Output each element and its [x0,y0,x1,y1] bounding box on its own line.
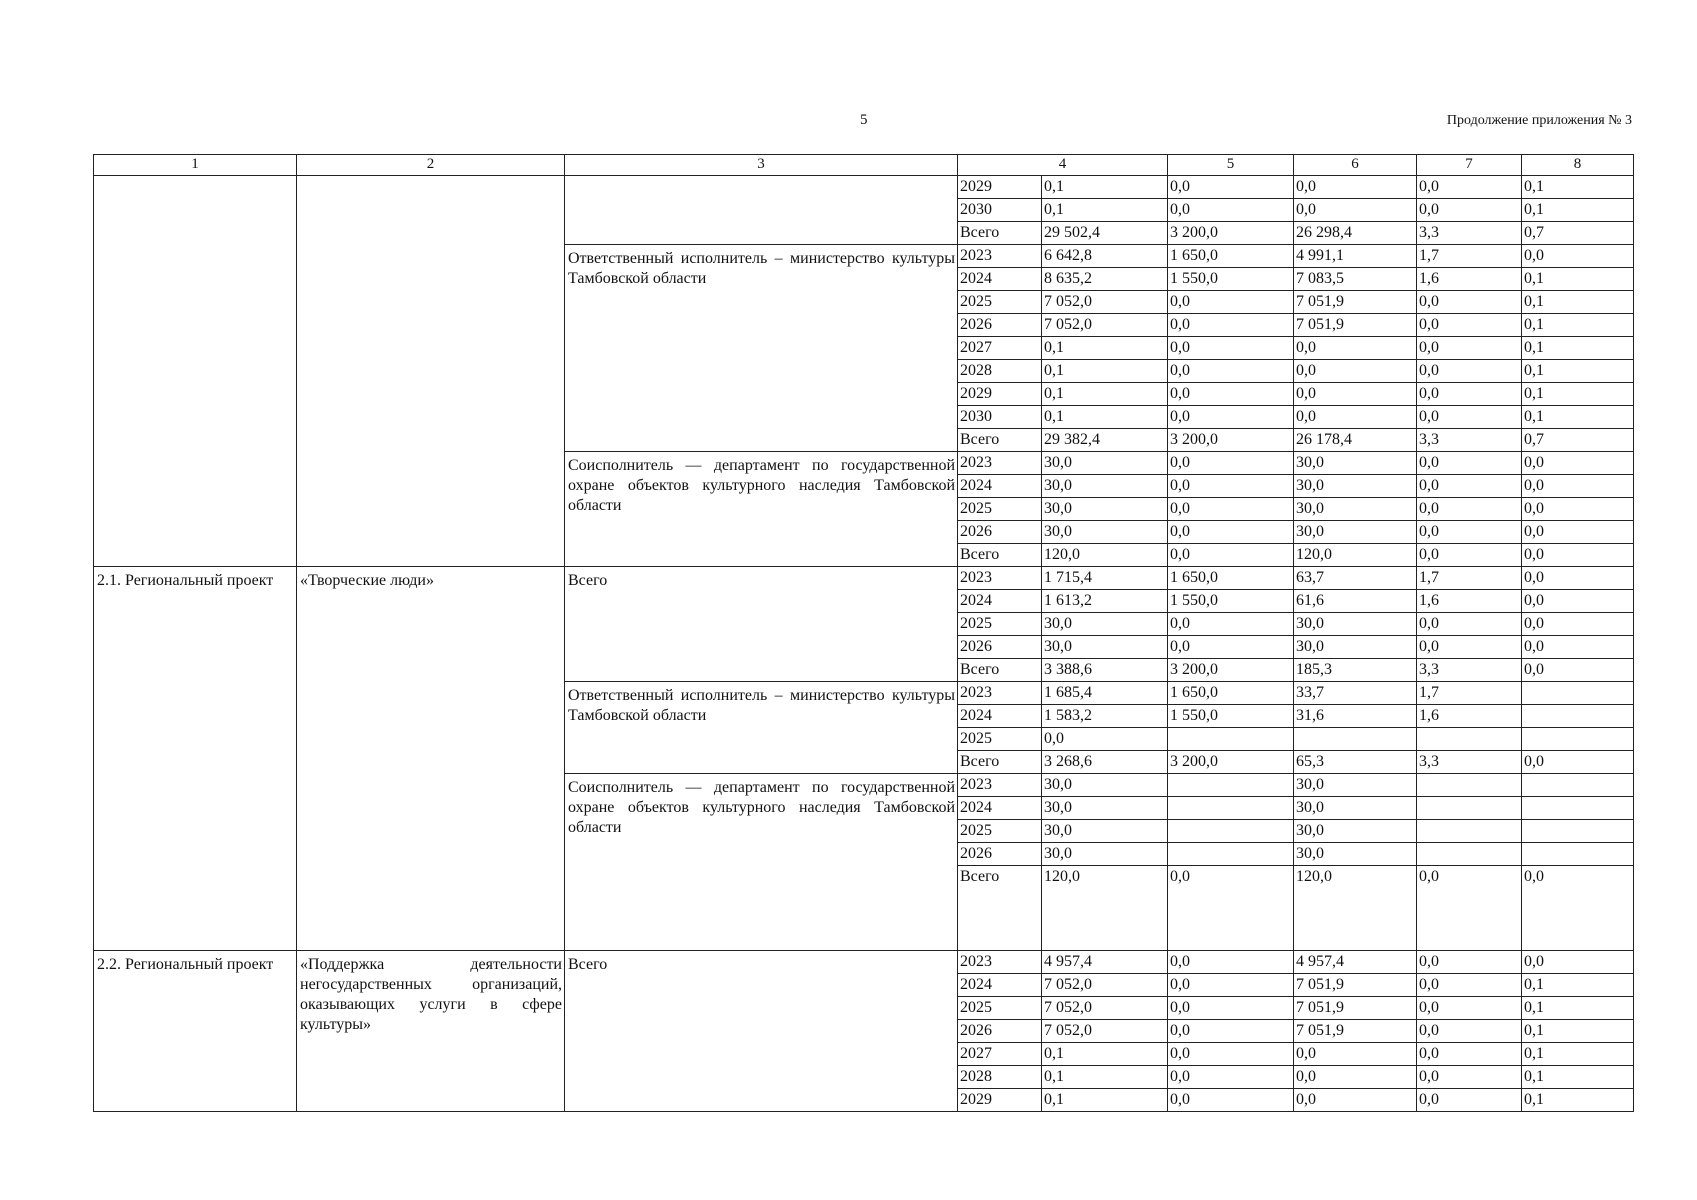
year-cell: 2025 [958,997,1042,1020]
value-col5: 3 200,0 [1168,659,1294,682]
value-col5: 0,0 [1168,314,1294,337]
year-cell: 2027 [958,337,1042,360]
value-col8 [1522,843,1634,866]
value-col4: 8 635,2 [1042,268,1168,291]
value-col6: 30,0 [1294,498,1417,521]
value-col5 [1168,797,1294,820]
value-col5: 1 550,0 [1168,705,1294,728]
value-col7 [1417,797,1522,820]
year-cell: 2023 [958,452,1042,475]
value-col8: 0,1 [1522,1066,1634,1089]
value-col5: 0,0 [1168,452,1294,475]
section-cell-col1 [94,176,297,567]
value-col6: 7 051,9 [1294,997,1417,1020]
value-col8: 0,1 [1522,360,1634,383]
value-col4: 30,0 [1042,613,1168,636]
support-ngo-title: «Поддержка деятельности негосударственных организаций, оказывающих услуги в сфере культуры» [297,951,565,1112]
year-cell: 2026 [958,1020,1042,1043]
value-col8: 0,7 [1522,222,1634,245]
value-col5 [1168,728,1294,751]
value-col6: 65,3 [1294,751,1417,774]
regional-project-2-1-label: 2.1. Региональный проект [94,567,297,951]
value-col7: 0,0 [1417,199,1522,222]
value-col4: 30,0 [1042,636,1168,659]
value-col5: 0,0 [1168,636,1294,659]
value-col4: 1 613,2 [1042,590,1168,613]
value-col8: 0,0 [1522,636,1634,659]
year-cell: Всего [958,751,1042,774]
value-col6: 30,0 [1294,636,1417,659]
value-col7: 3,3 [1417,429,1522,452]
value-col8 [1522,820,1634,843]
value-col4: 0,1 [1042,1066,1168,1089]
responsible-executor-label: Ответственный исполнитель – министерство культуры Тамбовской области [565,682,958,774]
value-col4: 30,0 [1042,452,1168,475]
value-col6: 7 051,9 [1294,314,1417,337]
value-col5: 0,0 [1168,521,1294,544]
value-col7: 0,0 [1417,974,1522,997]
year-cell: 2023 [958,245,1042,268]
year-cell: 2025 [958,498,1042,521]
column-header: 2 [297,155,565,176]
value-col4: 6 642,8 [1042,245,1168,268]
value-col6: 0,0 [1294,406,1417,429]
year-cell: 2028 [958,1066,1042,1089]
year-cell: Всего [958,866,1042,951]
value-col5: 0,0 [1168,613,1294,636]
year-cell: 2026 [958,843,1042,866]
value-col6: 61,6 [1294,590,1417,613]
value-col6: 26 178,4 [1294,429,1417,452]
year-cell: 2023 [958,567,1042,590]
value-col6: 0,0 [1294,383,1417,406]
year-cell: Всего [958,544,1042,567]
value-col4: 30,0 [1042,797,1168,820]
value-col6: 0,0 [1294,199,1417,222]
value-col8 [1522,728,1634,751]
year-cell: 2028 [958,360,1042,383]
value-col4: 30,0 [1042,774,1168,797]
value-col8 [1522,682,1634,705]
value-col4: 7 052,0 [1042,314,1168,337]
value-col5: 0,0 [1168,291,1294,314]
value-col5: 0,0 [1168,176,1294,199]
value-col5: 0,0 [1168,1066,1294,1089]
value-col7: 1,6 [1417,705,1522,728]
continuation-heading: Продолжение приложения № 3 [1446,113,1632,128]
budget-table [93,154,1634,1112]
value-col5: 0,0 [1168,498,1294,521]
year-cell: Всего [958,222,1042,245]
value-col6: 120,0 [1294,866,1417,951]
year-cell: 2023 [958,951,1042,974]
value-col5: 0,0 [1168,974,1294,997]
value-col8: 0,0 [1522,521,1634,544]
value-col8: 0,1 [1522,997,1634,1020]
value-col8: 0,0 [1522,866,1634,951]
value-col4: 3 268,6 [1042,751,1168,774]
value-col4: 1 685,4 [1042,682,1168,705]
year-cell: 2025 [958,613,1042,636]
value-col8: 0,0 [1522,498,1634,521]
value-col6: 0,0 [1294,337,1417,360]
value-col6: 63,7 [1294,567,1417,590]
creative-people-title: «Творческие люди» [297,567,565,951]
value-col6: 30,0 [1294,774,1417,797]
value-col7: 3,3 [1417,222,1522,245]
value-col5: 0,0 [1168,199,1294,222]
value-col7: 0,0 [1417,176,1522,199]
regional-project-2-2-label: 2.2. Региональный проект [94,951,297,1112]
value-col5 [1168,820,1294,843]
value-col7: 1,7 [1417,682,1522,705]
value-col5: 1 550,0 [1168,268,1294,291]
responsible-executor-label: Ответственный исполнитель – министерство культуры Тамбовской области [565,245,958,452]
value-col6: 30,0 [1294,475,1417,498]
value-col7: 0,0 [1417,383,1522,406]
value-col7: 1,6 [1417,268,1522,291]
column-header: 1 [94,155,297,176]
value-col5 [1168,774,1294,797]
value-col7: 0,0 [1417,314,1522,337]
table-body [94,176,1634,1112]
year-cell: 2029 [958,176,1042,199]
year-cell: 2024 [958,268,1042,291]
value-col7: 0,0 [1417,337,1522,360]
value-col8: 0,0 [1522,613,1634,636]
page-number: 5 [860,112,868,128]
value-col5: 0,0 [1168,475,1294,498]
year-cell: 2023 [958,774,1042,797]
value-col7: 0,0 [1417,498,1522,521]
executor-cell-empty [565,176,958,245]
value-col4: 30,0 [1042,843,1168,866]
year-cell: 2029 [958,383,1042,406]
value-col8: 0,1 [1522,406,1634,429]
value-col6: 7 083,5 [1294,268,1417,291]
table-row [94,567,1634,590]
value-col7: 1,7 [1417,245,1522,268]
value-col7: 0,0 [1417,452,1522,475]
year-cell: 2026 [958,314,1042,337]
value-col7: 0,0 [1417,406,1522,429]
value-col7: 0,0 [1417,521,1522,544]
value-col4: 3 388,6 [1042,659,1168,682]
value-col5: 0,0 [1168,406,1294,429]
value-col8: 0,0 [1522,567,1634,590]
value-col6: 26 298,4 [1294,222,1417,245]
value-col4: 1 715,4 [1042,567,1168,590]
year-cell: 2025 [958,820,1042,843]
year-cell: 2025 [958,291,1042,314]
value-col5: 1 650,0 [1168,567,1294,590]
value-col6: 0,0 [1294,1066,1417,1089]
value-col5: 3 200,0 [1168,429,1294,452]
year-cell: 2026 [958,636,1042,659]
total-label: Всего [565,567,958,682]
value-col5: 0,0 [1168,866,1294,951]
value-col7: 0,0 [1417,1089,1522,1112]
year-cell: Всего [958,429,1042,452]
table-row [94,176,1634,199]
value-col6: 0,0 [1294,1089,1417,1112]
value-col8: 0,0 [1522,245,1634,268]
value-col6: 30,0 [1294,452,1417,475]
year-cell: 2025 [958,728,1042,751]
value-col4: 120,0 [1042,544,1168,567]
year-cell: 2030 [958,199,1042,222]
value-col8: 0,1 [1522,199,1634,222]
year-cell: Всего [958,659,1042,682]
value-col5: 3 200,0 [1168,222,1294,245]
value-col4: 0,1 [1042,337,1168,360]
column-number-row [94,155,1634,176]
value-col4: 0,1 [1042,360,1168,383]
value-col6: 0,0 [1294,176,1417,199]
value-col8: 0,1 [1522,1043,1634,1066]
section-cell-col2 [297,176,565,567]
value-col4: 0,0 [1042,728,1168,751]
value-col8: 0,1 [1522,1020,1634,1043]
value-col7: 0,0 [1417,866,1522,951]
value-col4: 0,1 [1042,199,1168,222]
value-col8: 0,1 [1522,1089,1634,1112]
value-col8: 0,0 [1522,475,1634,498]
value-col7: 0,0 [1417,475,1522,498]
year-cell: 2024 [958,705,1042,728]
value-col8: 0,1 [1522,337,1634,360]
value-col6: 4 991,1 [1294,245,1417,268]
value-col5: 0,0 [1168,383,1294,406]
value-col6 [1294,728,1417,751]
value-col7: 0,0 [1417,997,1522,1020]
value-col5: 0,0 [1168,1020,1294,1043]
year-cell: 2027 [958,1043,1042,1066]
value-col5: 1 650,0 [1168,682,1294,705]
value-col8: 0,0 [1522,544,1634,567]
value-col8: 0,7 [1522,429,1634,452]
year-cell: 2026 [958,521,1042,544]
column-header: 5 [1168,155,1294,176]
year-cell: 2024 [958,797,1042,820]
value-col6: 30,0 [1294,521,1417,544]
value-col4: 30,0 [1042,820,1168,843]
value-col6: 7 051,9 [1294,291,1417,314]
year-cell: 2023 [958,682,1042,705]
value-col7 [1417,728,1522,751]
value-col6: 7 051,9 [1294,974,1417,997]
value-col5: 0,0 [1168,1043,1294,1066]
value-col6: 120,0 [1294,544,1417,567]
value-col8 [1522,705,1634,728]
value-col7: 0,0 [1417,613,1522,636]
column-header: 8 [1522,155,1634,176]
value-col4: 30,0 [1042,475,1168,498]
value-col4: 7 052,0 [1042,974,1168,997]
value-col5: 1 550,0 [1168,590,1294,613]
value-col6: 4 957,4 [1294,951,1417,974]
value-col4: 0,1 [1042,1043,1168,1066]
value-col5: 3 200,0 [1168,751,1294,774]
year-cell: 2029 [958,1089,1042,1112]
value-col8: 0,0 [1522,590,1634,613]
value-col4: 7 052,0 [1042,1020,1168,1043]
value-col8: 0,0 [1522,751,1634,774]
value-col8: 0,0 [1522,452,1634,475]
value-col5: 0,0 [1168,951,1294,974]
value-col4: 29 382,4 [1042,429,1168,452]
value-col7: 0,0 [1417,951,1522,974]
value-col6: 30,0 [1294,820,1417,843]
value-col6: 30,0 [1294,843,1417,866]
value-col4: 7 052,0 [1042,997,1168,1020]
year-cell: 2030 [958,406,1042,429]
value-col8: 0,1 [1522,291,1634,314]
value-col5: 0,0 [1168,360,1294,383]
value-col8 [1522,797,1634,820]
value-col8: 0,1 [1522,383,1634,406]
value-col4: 0,1 [1042,406,1168,429]
value-col8: 0,1 [1522,314,1634,337]
year-cell: 2024 [958,974,1042,997]
value-col7: 0,0 [1417,636,1522,659]
year-cell: 2024 [958,475,1042,498]
column-header: 6 [1294,155,1417,176]
value-col7: 0,0 [1417,1043,1522,1066]
value-col6: 30,0 [1294,613,1417,636]
year-cell: 2024 [958,590,1042,613]
value-col4: 29 502,4 [1042,222,1168,245]
value-col6: 33,7 [1294,682,1417,705]
value-col8: 0,0 [1522,951,1634,974]
value-col4: 30,0 [1042,498,1168,521]
total-label: Всего [565,951,958,1112]
value-col7 [1417,820,1522,843]
value-col4: 0,1 [1042,1089,1168,1112]
column-header: 4 [958,155,1168,176]
table-row [94,951,1634,974]
value-col7: 1,7 [1417,567,1522,590]
value-col4: 4 957,4 [1042,951,1168,974]
value-col4: 30,0 [1042,521,1168,544]
value-col7: 0,0 [1417,1066,1522,1089]
value-col4: 120,0 [1042,866,1168,951]
value-col7: 0,0 [1417,1020,1522,1043]
value-col4: 0,1 [1042,383,1168,406]
value-col6: 0,0 [1294,1043,1417,1066]
value-col5 [1168,843,1294,866]
coexecutor-label: Соисполнитель — департамент по государственной охране объектов культурного наследия Тамбовской области [565,452,958,567]
value-col6: 7 051,9 [1294,1020,1417,1043]
value-col7: 0,0 [1417,360,1522,383]
value-col5: 0,0 [1168,337,1294,360]
column-header: 3 [565,155,958,176]
value-col8: 0,1 [1522,974,1634,997]
value-col8: 0,0 [1522,659,1634,682]
value-col5: 0,0 [1168,1089,1294,1112]
value-col7: 1,6 [1417,590,1522,613]
value-col5: 0,0 [1168,997,1294,1020]
value-col8: 0,1 [1522,176,1634,199]
value-col4: 7 052,0 [1042,291,1168,314]
value-col8: 0,1 [1522,268,1634,291]
value-col7: 3,3 [1417,659,1522,682]
value-col7: 0,0 [1417,291,1522,314]
value-col7: 0,0 [1417,544,1522,567]
value-col4: 0,1 [1042,176,1168,199]
coexecutor-label: Соисполнитель — департамент по государственной охране объектов культурного наследия Тамбовской области [565,774,958,951]
column-header: 7 [1417,155,1522,176]
value-col6: 30,0 [1294,797,1417,820]
value-col8 [1522,774,1634,797]
value-col7 [1417,774,1522,797]
value-col5: 1 650,0 [1168,245,1294,268]
value-col6: 31,6 [1294,705,1417,728]
value-col6: 0,0 [1294,360,1417,383]
value-col6: 185,3 [1294,659,1417,682]
value-col5: 0,0 [1168,544,1294,567]
value-col7 [1417,843,1522,866]
value-col4: 1 583,2 [1042,705,1168,728]
value-col7: 3,3 [1417,751,1522,774]
